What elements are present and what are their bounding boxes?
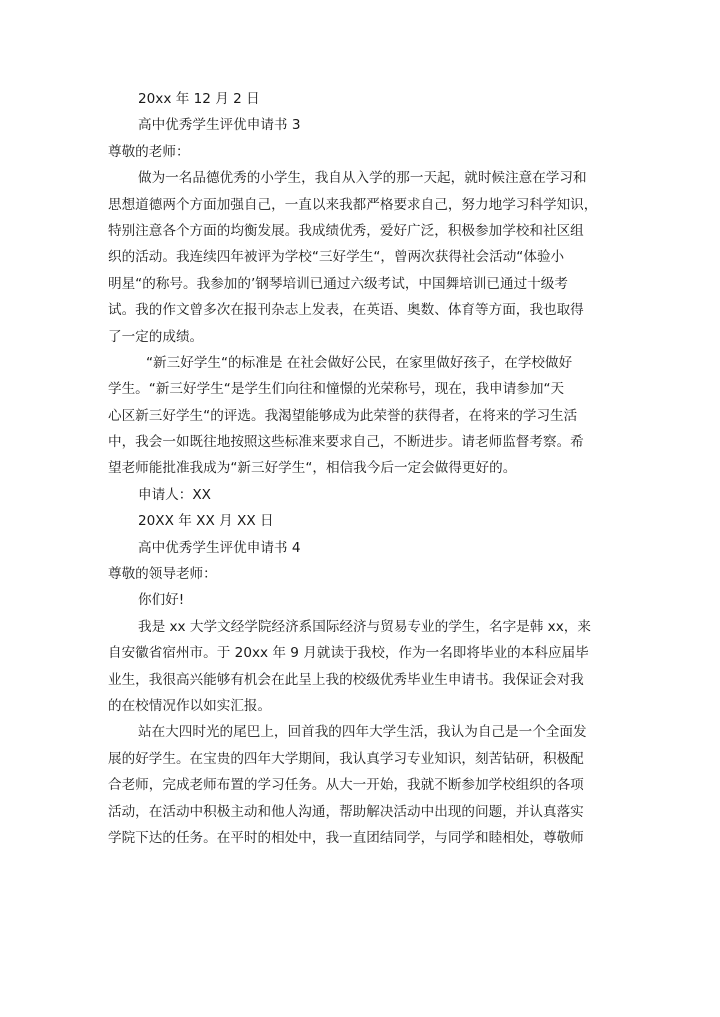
text-line: 中，我会一如既往地按照这些标准来要求自己，不断进步。请老师监督考察。希 bbox=[108, 434, 584, 451]
text-line: 学院下达的任务。在平时的相处中，我一直团结同学，与同学和睦相处，尊敬师 bbox=[108, 829, 584, 846]
text-line: 望老师能批准我成为“新三好学生“，相信我今后一定会做得更好的。 bbox=[108, 460, 517, 477]
document-body bbox=[108, 86, 608, 851]
text-line: 站在大四时光的尾巴上，回首我的四年大学生活，我认为自己是一个全面发 bbox=[138, 724, 587, 741]
text-line: 高中优秀学生评优申请书 4 bbox=[138, 539, 301, 556]
text-line: 我是 xx 大学文经学院经济系国际经济与贸易专业的学生，名字是韩 xx，来 bbox=[138, 618, 591, 635]
text-line: 自安徽省宿州市。于 20xx 年 9 月就读于我校，作为一名即将毕业的本科应届毕 bbox=[108, 645, 589, 662]
text-line: 学生。“新三好学生“是学生们向往和憧憬的光荣称号，现在，我申请参加“天 bbox=[108, 381, 565, 398]
text-line: 活动，在活动中积极主动和他人沟通，帮助解决活动中出现的问题，并认真落实 bbox=[108, 803, 584, 820]
text-line: 的在校情况作以如实汇报。 bbox=[108, 697, 272, 714]
text-line: 20xx 年 12 月 2 日 bbox=[138, 91, 260, 107]
text-line: 明星“的称号。我参加的’钢琴培训已通过六级考试，中国舞培训已通过十级考 bbox=[108, 275, 568, 292]
text-line: 心区新三好学生“的评选。我渴望能够成为此荣誉的获得者，在将来的学习生活 bbox=[108, 407, 578, 424]
text-line: 业生，我很高兴能够有机会在此呈上我的校级优秀毕业生申请书。我保证会对我 bbox=[108, 671, 584, 688]
text-line: 做为一名品德优秀的小学生，我自从入学的那一天起，就时候注意在学习和 bbox=[138, 170, 587, 187]
text-line: 试。我的作文曾多次在报刊杂志上发表，在英语、奥数、体育等方面，我也取得 bbox=[108, 302, 584, 319]
text-line: 申请人：XX bbox=[138, 486, 211, 503]
text-line: 你们好! bbox=[138, 592, 185, 609]
text-line: 尊敬的老师： bbox=[108, 143, 190, 160]
text-line: 织的活动。我连续四年被评为学校“三好学生“，曾两次获得社会活动“体验小 bbox=[108, 249, 565, 266]
text-line: 尊敬的领导老师： bbox=[108, 566, 217, 583]
text-line: 思想道德两个方面加强自己，一直以来我都严格要求自己，努力地学习科学知识， bbox=[108, 196, 598, 213]
text-line: 合老师，完成老师布置的学习任务。从大一开始，我就不断参加学校组织的各项 bbox=[108, 777, 584, 794]
text-line: “新三好学生“的标准是 在社会做好公民，在家里做好孩子，在学校做好 bbox=[146, 354, 573, 371]
text-line: 特别注意各个方面的均衡发展。我成绩优秀，爱好广泛，积极参加学校和社区组 bbox=[108, 222, 584, 239]
text-line: 了一定的成绩。 bbox=[108, 328, 204, 345]
text-line: 20XX 年 XX 月 XX 日 bbox=[138, 513, 274, 530]
text-line: 展的好学生。在宝贵的四年大学期间，我认真学习专业知识，刻苦钻研，积极配 bbox=[108, 750, 584, 767]
text-line: 高中优秀学生评优申请书 3 bbox=[138, 117, 301, 134]
